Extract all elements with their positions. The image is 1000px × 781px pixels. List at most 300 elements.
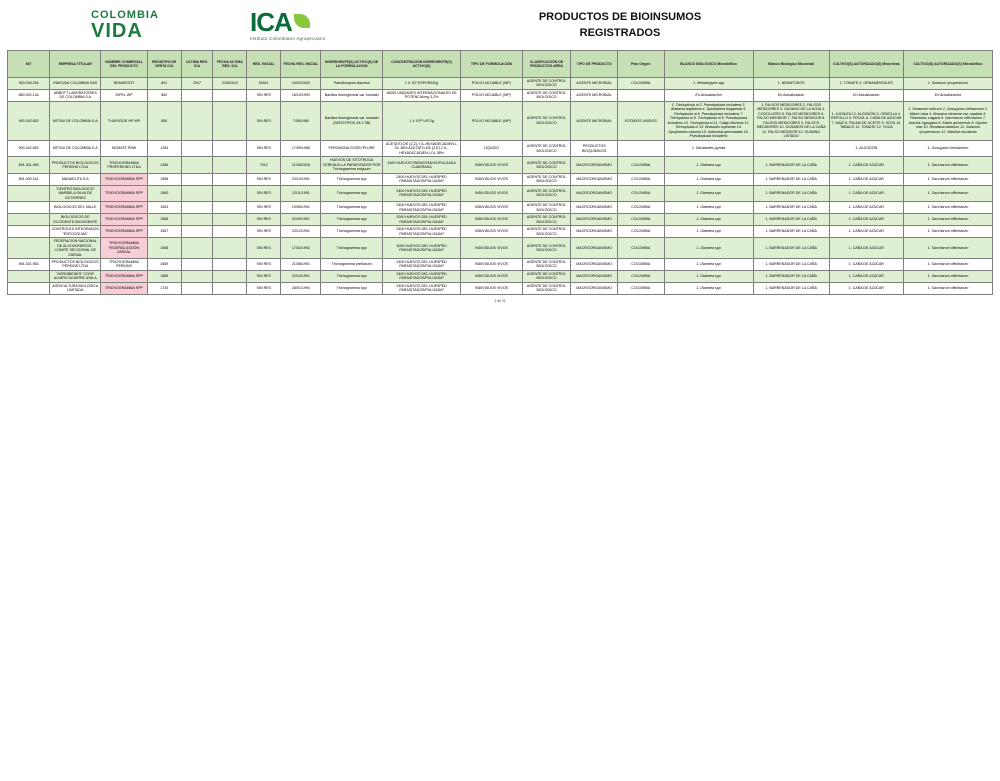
table-cell [213,226,247,238]
table-cell [617,89,664,101]
table-cell: PRODUCTOS BIOLÓGICOS PERKINS LTDA [50,258,101,270]
table-cell: 1. CAÑA DE AZÚCAR [829,282,903,294]
table-cell: 1. BARRENADOR DE LA CAÑA [753,258,829,270]
table-cell: 1. BARRENADOR DE LA CAÑA [753,214,829,226]
table-cell: 28/01/1994 [281,282,321,294]
page-title-line1: PRODUCTOS DE BIOINSUMOS [538,10,702,23]
table-cell: Bacillus thuringiensis var. kurstaki [321,89,382,101]
table-row [8,238,993,259]
table-cell: 21/06/2018 [281,157,321,173]
table-cell: 16000 UNIDADES INTERNACIONALES DE POTENCIA/mg 3,2% [382,89,460,101]
table-cell: INDIVIDUOS VIVOS [461,226,522,238]
table-row [8,140,993,156]
table-cell: 2547 [181,78,213,90]
ica-logo-main [250,6,360,37]
table-cell: 1. Saccharum officinarum [903,157,992,173]
table-cell: SIN RES [247,101,281,140]
table-cell: POLVO MOJABLE (WP) [461,89,522,101]
table-cell: Trichogramma spp [321,238,382,259]
table-cell: 1. AJONJOLÍ 2. ALGODÓN 3. CEBOLLA 4. REPOLLO 5. FRIJOL 6. CAÑA DE AZÚCAR 7. MAÍZ 8. PALMA DE ACEITE 9. SOYA 10. TABACO 11. TOMATE 12. YUCA [829,101,903,140]
table-cell: 891 [147,78,181,90]
table-column-header: TIPO DE FORMULACIÓN [461,51,522,78]
table-cell: Trichogramma spp [321,270,382,282]
table-cell: 23/12/1991 [281,226,321,238]
table-cell [213,157,247,173]
table-cell: FEDERACION NACIONAL DE ALGODONEROS - COMITE SECCIONAL DE ZARZAL [50,238,101,259]
table-row [8,258,993,270]
table-cell: 2400 HUEVOS DEL HUESPED PARASITADOS/PULGADA² [382,202,460,214]
table-cell [213,89,247,101]
table-cell: 2400 HUEVOS DEL HUESPED PARASITADOS/PULGADA² [382,226,460,238]
table-cell: 1. Saccharum officinarum [903,282,992,294]
table-cell: 1. BARRENADOR DE LA CAÑA [753,157,829,173]
table-cell [213,101,247,140]
table-row [8,226,993,238]
table-cell: MACROORGANISMO [571,270,618,282]
table-cell: Trichogramma spp [321,173,382,185]
table-cell: 1567 [147,226,181,238]
table-cell [617,140,664,156]
table-cell: AGENTE DE CONTROL BIOLÓGICO [522,270,571,282]
table-cell: SIN RES [247,140,281,156]
table-cell: 2400 HUEVOS DEL HUESPED PARASITADOS/PULGADA² [382,173,460,185]
table-cell: Trichogramma spp [321,282,382,294]
table-cell: 1. Sacadodes pyralis [664,140,753,156]
table-cell: 1. Diatraea spp [664,258,753,270]
table-cell: INDIVIDUOS VIVOS [461,282,522,294]
table-cell: AGENTE DE CONTROL BIOLÓGICO [522,185,571,201]
table-cell: 1566 [147,214,181,226]
table-cell: 1. Diatraea spp [664,270,753,282]
table-cell: 2400 HUEVOS DEL HUESPED PARASITADOS/PULGADA² [382,258,460,270]
table-cell: 1. Saccharum officinarum [903,258,992,270]
colombia-logo [62,10,192,41]
table-cell: MACROORGANISMO [571,258,618,270]
table-column-header: EMPRESA TITULAR [50,51,101,78]
table-cell: 19/06/1991 [281,202,321,214]
table-cell: TRICHOGRAMMA FEDERALGODÓN ZARZAL [101,238,148,259]
document-header [0,0,1000,50]
table-cell: Trichogramma pretiosum [321,258,382,270]
table-cell: 1. Diatraea spp [664,238,753,259]
table-cell: 1. BARRENADOR DE LA CAÑA [753,270,829,282]
table-cell [181,258,213,270]
table-cell: INDIVIDUOS VIVOS [461,202,522,214]
table-cell [753,140,829,156]
table-cell [213,185,247,201]
table-cell [181,202,213,214]
table-column-header: NIT [8,51,50,78]
table-cell: BIOLOGICOS DE OCCIDENTE-BIOCIDENTE [50,214,101,226]
table-cell: PRODUCTOS BIOQUIMICOS [571,140,618,156]
table-cell: 1. CAÑA DE AZÚCAR [829,185,903,201]
table-cell: COLOMBIA [617,202,664,214]
table-cell: 1. BARRENADOR DE LA CAÑA [753,173,829,185]
table-cell: AGENTE DE CONTROL BIOLÓGICO [522,226,571,238]
table-cell: 1. Diatraea spp [664,214,753,226]
table-cell: TRICHOGRAMMA SPP [101,173,148,185]
table-cell: 1. CAÑA DE AZÚCAR [829,157,903,173]
table-cell: 1286 [147,157,181,173]
table-cell: ACETATO-DE (Z,Z)-7-IL-HEXADECADIEN-I-OL 38% ACETATO-DE (Z,E)-7-IL-HEXADECADIEN-I-OL 38% [382,140,460,156]
table-column-header: ULTIMA RES. ICA [181,51,213,78]
table-cell: TRICHOGRAMMA SPP [101,282,148,294]
table-cell: En Actualización [753,89,829,101]
table-cell: SIN RES [247,185,281,201]
table-row [8,89,993,101]
page-title-line2: REGISTRADOS [579,27,661,39]
table-cell: 891.301.983 [8,258,50,270]
table-cell: MACROORGANISMO [571,282,618,294]
table-header-row [8,51,993,78]
table-cell: SIN RES [247,258,281,270]
table-cell: 1. Saccharum officinarum [903,238,992,259]
table-cell: 1. ALGODÓN [829,140,903,156]
table-cell [213,270,247,282]
colombia-logo-line2: VIDA [91,19,143,42]
table-cell: En Actualización [903,89,992,101]
table-cell: 17/02/1992 [281,238,321,259]
table-cell: 1. CAÑA DE AZÚCAR [829,202,903,214]
table-cell: 1. Trichoplusia ni 2. Pseudoplusia includens 3. Alabama argillacea 4. Spodoptera frugiperda 5. Trichoplusia ni 6. Pseudoplusia includens 7. Trichoplusia ni 8. Trichoplusia ni 9. Pseudoplusia includens 10. Trichoplusia ni 11. Caligo illioneus 12. Trichoplusia ni 13. Brassolis sophorae 14. Opsiphanes cassina 15. Anticarsia gemmatalis 16. Pseudoplusia includens [664,101,753,140]
ica-logo-subtitle: Instituto Colombiano Agropecuario [250,35,326,41]
table-column-header: Blanco Biologico Micorrizal [753,51,829,78]
table-cell: MACROORGANISMO [571,202,618,214]
table-cell: 1563 [147,202,181,214]
table-cell [8,202,50,214]
table-cell [8,214,50,226]
table-cell: 2400 HUEVOS PARASITADOS/PULGADA CUADRADA [382,157,460,173]
table-column-header: FECHA ULTIMA RES. ICA [213,51,247,78]
table-column-header: INGREDIENTE(S) ACTIVO(S) DE LA FORMULACION [321,51,382,78]
table-cell: 1734 [147,282,181,294]
table-cell: INNOVAK COLOMBIA SAS [50,78,101,90]
table-cell: INDIVIDUOS VIVOS [461,157,522,173]
table-cell: 1. NEMATODOS [753,78,829,90]
table-cell: AGENTE MICROBIAL [571,101,618,140]
table-cell [181,140,213,156]
table-cell: COLOMBIA [617,270,664,282]
table-cell: POLVO MOJABLE (WP) [461,78,522,90]
table-cell: SIN RES [247,282,281,294]
table-cell [213,214,247,226]
table-cell [181,89,213,101]
table-cell: AGENTE DE CONTROL BIOLÓGICO [522,101,571,140]
table-cell: AGENTE DE CONTROL BIOLÓGICO [522,173,571,185]
table-cell [181,270,213,282]
table-cell: POLVO MOJABLE (WP) [461,101,522,140]
table-cell: SIN RES [247,173,281,185]
table-column-header: TIPO DE PRODUCTO [571,51,618,78]
table-cell: 900.342.652 [8,140,50,156]
table-cell: En Actualización [829,89,903,101]
table-cell: COLOMBIA [617,78,664,90]
table-cell [213,282,247,294]
table-cell [213,238,247,259]
table-cell: 1. Diatraea spp [664,226,753,238]
page-footer-note: 1 de 21 [494,298,506,303]
table-column-header: CLASIFICACIÓN DE PRODUCTOS AREA [522,51,571,78]
table-cell: 1. BARRENADOR DE LA CAÑA [753,185,829,201]
table-cell: 2400 HUEVOS DEL HUESPED PARASITADOS/PULGADA² [382,282,460,294]
ica-logo-text: ICA [250,6,292,37]
table-cell: COLOMBIA [617,185,664,201]
table-cell: TRICHOGRAMMA SPP [101,185,148,201]
table-cell: SIN RES [247,238,281,259]
table-cell: Bacillus thuringiensis var. kurstaki (SEROTIPOS 3A Y 3B) [321,101,382,140]
table-cell [181,173,213,185]
table-cell: 3000 HUEVOS DEL HUESPED PARASITADOS/PULGADA² [382,238,460,259]
table-cell [213,140,247,156]
table-cell [181,157,213,173]
table-cell: COLOMBIA [617,173,664,185]
table-column-header: FECHA RES. INICIAL [281,51,321,78]
table-row [8,173,993,185]
table-row [8,270,993,282]
table-cell: 1. BARRENADOR DE LA CAÑA [753,238,829,259]
table-cell: 850 [147,101,181,140]
table-row [8,185,993,201]
table-cell [8,238,50,259]
table-cell: BIOLOGICOS DEL VALLE [50,202,101,214]
table-cell: INDIVIDUOS VIVOS [461,238,522,259]
table-column-header: CULTIVO(S) AUTORIZADO(S) Microbiflico [903,51,992,78]
table-cell [181,185,213,201]
table-cell: SIN RES [247,226,281,238]
table-cell: 1. Diatraea spp [664,173,753,185]
table-cell: 1. CAÑA DE AZÚCAR [829,173,903,185]
table-cell: 17/09/1985 [281,140,321,156]
table-cell: NOMATE PBW [101,140,148,156]
table-cell: 1585 [147,270,181,282]
table-cell: 1. Sesamum indicum 2. Gossypium herbaceum 3. Allium cepa 4. Brassica oleracea var. capitata 5. Phaseolus vulgaris 6. Saccharum officinarum 7. Arachis hypogaea 8. Elaeis guineensis 9. Glycine max 10. Nicotiana tabacum 11. Solanum lycopersicum 12. Manihot esculenta [903,101,992,140]
table-cell: 891.300.241 [8,173,50,185]
colombia-swoosh-icon [62,12,88,38]
table-cell: ABBOTT LABORATORIES DE COLOMBIA S.A [50,89,101,101]
table-cell: 1568 [147,238,181,259]
table-cell: 1. CAÑA DE AZÚCAR [829,270,903,282]
table-cell: 7512 [247,157,281,173]
table-cell: AGENTE DE CONTROL BIOLÓGICO [522,282,571,294]
table-cell: 2400 HUEVOS DEL HUESPED PARASITADOS/PULGADA² [382,185,460,201]
table-column-header: País Origen [617,51,664,78]
table-cell: 900.342.652 [8,101,50,140]
table-cell: NEMAROOT [101,78,148,90]
table-cell: MACROORGANISMO [571,157,618,173]
table-cell: AGENTE DE CONTROL BIOLÓGICO [522,78,571,90]
table-column-header: CONCENTRACIÓN INGREDIENTE(S) ACTIVO(S) [382,51,460,78]
page-title [360,9,880,42]
table-cell [8,185,50,201]
table-cell: AGENTE DE CONTROL BIOLÓGICO [522,89,571,101]
table-cell: AGENTE DE CONTROL BIOLÓGICO [522,202,571,214]
table-cell: MITSUI DE COLOMBIA S.A [50,101,101,140]
table-cell [181,226,213,238]
table-cell: 852 [147,89,181,101]
leaf-icon [294,14,310,28]
table-cell [181,214,213,226]
table-cell: ESTADOS UNIDOS [617,101,664,140]
table-cell: LÍQUIDO [461,140,522,156]
table-cell: AGENTE DE CONTROL BIOLÓGICO [522,140,571,156]
table-cell: 1. Meloidogyne spp [664,78,753,90]
table-cell: 12/11/1991 [281,185,321,201]
table-cell: 2000 HUEVOS DEL HUESPED PARASITADOS/PULGADA² [382,214,460,226]
table-cell: COLOMBIA [617,238,664,259]
table-cell: TRICHOGRAMMA SPP [101,226,148,238]
table-cell: AGENTE DE CONTROL BIOLÓGICO [522,258,571,270]
table-cell: INDIVIDUOS VIVOS [461,214,522,226]
table-cell: TRICHOGRAMMA SPP [101,214,148,226]
table-cell: INDIVIDUOS VIVOS [461,258,522,270]
table-row [8,157,993,173]
table-cell: Trichogramma spp [321,185,382,201]
table-body [8,78,993,295]
table-column-header: BLANCO BIOLÓGICO Microbiflico [664,51,753,78]
table-cell: "AGROBIENES" COOP. ALVARO AGUIRRE AYALA [50,270,101,282]
table-cell: 1. CAÑA DE AZÚCAR [829,258,903,270]
table-cell: 1560 [147,185,181,201]
table-cell: COLOMBIA [617,282,664,294]
table-cell: 1. Gossypium herbaceum [903,140,992,156]
table-cell: 1. Saccharum officinarum [903,226,992,238]
table-cell: TRICHOGRAMMA SPP [101,270,148,282]
table-cell [8,282,50,294]
table-cell [181,282,213,294]
table-cell: SIN RES [247,270,281,282]
table-row [8,214,993,226]
table-row [8,78,993,90]
table-cell: COLOMBIA [617,226,664,238]
table-cell: 1284 [147,140,181,156]
registered-products-table [7,50,993,295]
table-cell [8,270,50,282]
table-cell: 1. Saccharum officinarum [903,270,992,282]
table-cell [213,202,247,214]
table-cell: 1. CAÑA DE AZÚCAR [829,238,903,259]
table-cell: "CENTRO BIOLOGICO" MARBELA SILVA DE GUTIERREZ [50,185,101,201]
table-cell: AGENTE DE CONTROL BIOLÓGICO [522,214,571,226]
table-cell: MACROORGANISMO [571,214,618,226]
table-cell: 2400 HUEVOS DEL HUESPED PARASITADOS/PULGADA² [382,270,460,282]
table-cell: AGENTE DE CONTROL BIOLÓGICO [522,238,571,259]
table-cell: INDIVIDUOS VIVOS [461,173,522,185]
table-cell: Trichogramma spp [321,214,382,226]
table-cell: Trichogramma spp [321,226,382,238]
table-cell: TRICHOGRAMMA PROPERKINS LTDA [101,157,148,173]
table-cell: 24/02/2020 [281,78,321,90]
table-row [8,202,993,214]
table-cell [181,238,213,259]
table-cell [8,226,50,238]
table-cell: 1. BARRENADOR DE LA CAÑA [753,202,829,214]
table-cell: 1. FALSOS MEDIDORES 2. FALSOS MEDIDORES 3. GUSANO DE LA HOJA 4. COGOLLERO 5. FALSO MEDIDORES 6. FALSO MEDIDOR 7. FALSO MEDIDOR 8. FALSOS MEDIDORES 9. FALSOS MEDIDORES 10. GUSANOS DE LA CAÑA 11. FALSO MEDIDOR 12. GUSANO LISTADO [753,101,829,140]
table-cell: 1. BARRENADOR DE LA CAÑA [753,282,829,294]
table-cell: 1. CAÑA DE AZÚCAR [829,226,903,238]
table-cell: 16/10/1993 [281,89,321,101]
table-cell: INDIVIDUOS VIVOS [461,185,522,201]
table-cell: 1558 [147,173,181,185]
table-cell: SIN RES [247,89,281,101]
table-cell: COLOMBIA [617,214,664,226]
table-cell: DIPEL WP [101,89,148,101]
table-cell: AGRICULTURA BIOLOGICA LIMITADA [50,282,101,294]
table-cell: 1 X 10¹⁶ UFC/g [382,101,460,140]
table-cell: 891.301.983 [8,157,50,173]
table-cell: 900.045.254 [8,78,50,90]
table-cell: 02/09/1991 [281,214,321,226]
table-cell: 1. Diatraea spp [664,282,753,294]
table-cell: 52511 [247,78,281,90]
table-cell: 860.002.134 [8,89,50,101]
table-cell: 1. Saccharum officinarum [903,173,992,185]
table-cell: 1. Solanum lycopersicum [903,78,992,90]
table-cell: 1. Saccharum officinarum [903,202,992,214]
table-cell: 1. Diatraea spp [664,185,753,201]
colombia-logo-text [91,10,159,41]
table-cell: AGENTE DE CONTROL BIOLÓGICO [522,157,571,173]
table-cell: 1. Saccharum officinarum [903,214,992,226]
table-cell: HUEVOS DE SITOTROGA CEREALELLA PARASITADOS POR Trichogramma exiguum [322,158,381,172]
table-cell: 1569 [147,258,181,270]
table-cell: Trichogramma spp [321,202,382,214]
table-cell [213,258,247,270]
table-cell: TRICHOGRAMMA SPP [101,202,148,214]
table-cell: 22/10/1991 [281,270,321,282]
table-cell: MACROORGANISMO [571,173,618,185]
table-cell: AGENTE MICROBIAL [571,78,618,90]
table-cell: COLOMBIA [617,258,664,270]
table-cell: 2/28/2010 [213,78,247,90]
table-cell: MACROORGANISMO [571,185,618,201]
table-cell: Paecilomyces lilacinus [321,78,382,90]
table-cell: 7/05/1980 [281,101,321,140]
table-row [8,101,993,140]
colombia-logo-line1: COLOMBIA [91,8,159,21]
table-cell: MACROORGANISMO [571,238,618,259]
table-cell: 1. Diatraea spp [664,202,753,214]
table-cell: MITSUI DE COLOMBIA S.A [50,140,101,156]
table-cell: 1. Saccharum officinarum [903,185,992,201]
table-cell: En Actualización [664,89,753,101]
table-column-header: RES. INICIAL [247,51,281,78]
table-cell: 1 X 10⁸ ESPORAS/g [382,78,460,90]
table-cell: CONTROLES INTEGRADOS "ENTOCOLMA" [51,227,99,236]
table-cell: MANUELITA S.A [50,173,101,185]
table-cell: SIN RES [247,214,281,226]
table-column-header: NOMBRE COMERCIAL DEL PRODUCTO [101,51,148,78]
table-column-header: CULTIVO(S) AUTORIZADO(S) Micorrizas [829,51,903,78]
table-cell: 23/10/1991 [281,173,321,185]
table-cell: 21/08/1991 [281,258,321,270]
table-row [8,282,993,294]
table-cell: FEROMONA GOSSYPLURE [321,140,382,156]
table-cell: COLOMBIA [617,157,664,173]
table-cell [181,101,213,140]
table-cell: 1. BARRENADOR DE LA CAÑA [753,226,829,238]
table-cell: AGENTE MICROBIAL [571,89,618,101]
table-cell: INDIVIDUOS VIVOS [461,270,522,282]
ica-logo [250,6,360,42]
table-cell [213,173,247,185]
table-cell: PRODUCTOS BIOLÓGICOS PERKINS LTDA [50,157,101,173]
table-cell: MACROORGANISMO [571,226,618,238]
table-cell: THURICIDE HP WP [101,101,148,140]
table-cell: 1. CAÑA DE AZÚCAR [829,214,903,226]
table-cell: SIN RES [247,202,281,214]
table-cell: TRICHOGRAMMA PERKINS [101,258,148,270]
table-cell: 1. Diatraea spp [664,157,753,173]
